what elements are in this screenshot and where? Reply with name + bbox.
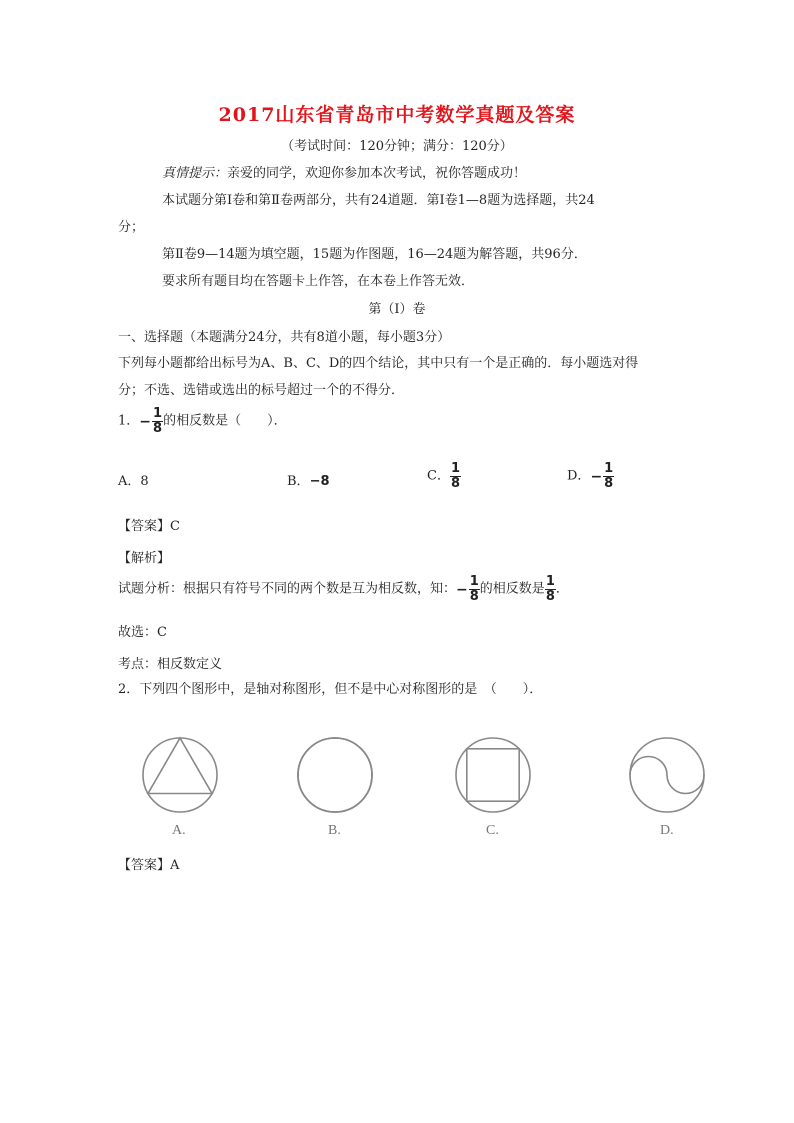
q1-fraction [152,407,163,436]
option-c-label: C． [427,468,450,484]
option-c-num: 1 [450,461,460,476]
figure-d-circle-s-curve [630,738,704,812]
option-d-den: 8 [604,476,614,491]
q1-answer [118,518,180,536]
q1-option-b [287,473,330,491]
q1-analysis [118,575,569,604]
analysis-mid: 的相反数是 [479,581,545,597]
intro-line-2: 第Ⅱ卷9—14题为填空题，15题为作图题，16—24题为解答题，共96分． [162,247,587,262]
figure-label-d: D. [660,823,674,838]
q2-answer-value: A [170,858,180,873]
q1-option-d [567,462,614,491]
option-c-fraction [450,462,461,491]
tip-text: 亲爱的同学，欢迎你参加本次考试，祝你答题成功！ [227,166,527,181]
analysis-fraction-2-den: 8 [545,589,555,604]
analysis-minus: − [456,581,468,598]
option-c-den: 8 [450,476,460,491]
part-title: 第（Ⅰ）卷 [368,302,426,317]
option-d-label: D． [567,468,591,484]
q1-point: 考点：相反数定义 [118,657,223,672]
option-d-num: 1 [604,461,614,476]
tip-label: 真情提示： [162,166,228,181]
answer-value: C [170,519,180,534]
option-a-label: A． [118,474,141,489]
q2-answer-label: 【答案】 [118,858,171,873]
q2-figures [0,728,794,824]
document-title: 2017山东省青岛市中考数学真题及答案 [218,104,576,126]
q1-number: 1． [118,413,140,429]
option-b-label: B． [287,474,310,489]
q1-stem: 的相反数是（ ）． [163,413,287,429]
figure-b-circle-flower [298,738,372,812]
section-title: 一、选择题（本题满分24分，共有8道小题，每小题3分） [118,330,451,345]
answer-label: 【答案】 [118,519,171,534]
q1-fraction-den: 8 [153,421,163,436]
analysis-fraction-1-den: 8 [469,589,479,604]
question-2: 2．下列四个图形中，是轴对称图形，但不是中心对称图形的是 （ ）． [118,682,543,697]
option-a-value: 8 [140,474,149,489]
figure-a-circle-triangle [143,738,217,812]
exam-info: （考试时间：120分钟；满分：120分） [281,139,513,154]
analysis-fraction-1 [469,575,480,604]
question-1 [118,407,287,436]
section-desc-2: 分；不选、选错或选出的标号超过一个的不得分． [118,383,405,398]
figure-label-a: A. [172,823,186,838]
figure-c-circle-square [456,738,530,812]
analysis-text: 试题分析：根据只有符号不同的两个数是互为相反数，知： [118,581,457,597]
q2-answer [118,857,179,875]
intro-line-1: 本试题分第Ⅰ卷和第Ⅱ卷两部分，共有24道题．第Ⅰ卷1—8题为选择题，共24 [162,193,595,208]
tip-line [162,165,526,183]
q1-option-a [118,473,149,491]
q1-analysis-label: 【解析】 [118,551,171,566]
option-b-value: −8 [309,474,330,489]
option-d-fraction [603,462,614,491]
figure-label-b: B. [328,823,341,838]
q1-option-c [427,462,461,491]
intro-line-3: 要求所有题目均在答题卡上作答，在本卷上作答无效． [162,274,475,289]
q1-minus: − [139,413,152,430]
analysis-fraction-2-num: 1 [545,574,555,589]
figure-label-c: C. [486,823,499,838]
analysis-end: ． [555,581,569,597]
q1-fraction-num: 1 [153,406,163,421]
section-desc-1: 下列每小题都给出标号为A、B、C、D的四个结论，其中只有一个是正确的．每小题选对得 [118,356,639,371]
q1-choice: 故选：C [118,625,167,640]
analysis-fraction-2 [545,575,556,604]
intro-line-1-cont: 分； [118,220,145,235]
analysis-fraction-1-num: 1 [469,574,479,589]
option-d-minus: − [590,468,603,485]
